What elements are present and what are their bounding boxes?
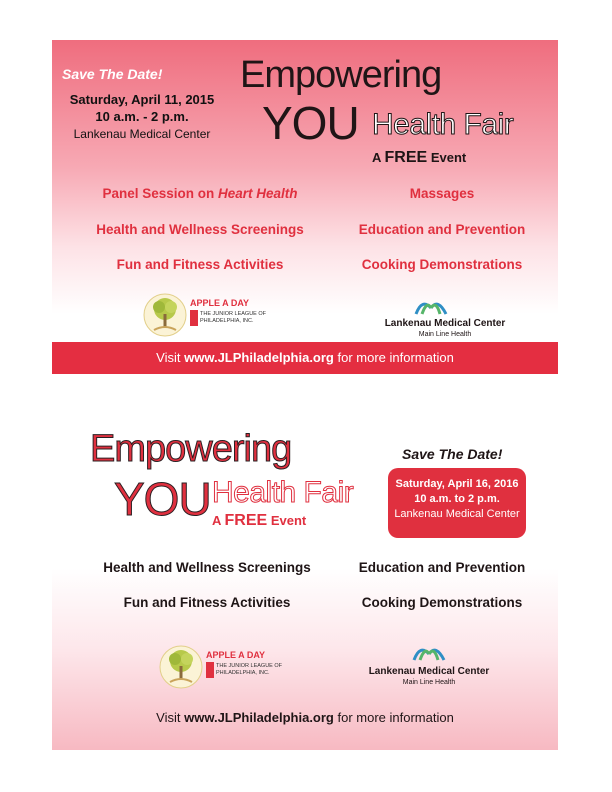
apple-a-day-text: APPLE A DAY [206,650,266,660]
footer-prefix: Visit [156,710,181,725]
list-item: Cooking Demonstrations [361,595,523,610]
footer-prefix: Visit [156,350,181,365]
list-item: Fun and Fitness Activities [123,595,291,610]
lankenau-name: Lankenau Medical Center [368,666,490,677]
save-the-date: Save The Date! [402,446,503,462]
item-emphasis: Heart Health [218,186,298,201]
footer-bar [52,342,558,374]
apple-a-day-text: APPLE A DAY [190,298,250,308]
footer-text [52,350,558,365]
junior-league-icon [206,662,214,678]
free-event [372,149,466,167]
save-the-date: Save The Date! [62,66,163,82]
lankenau-wave-icon [414,294,448,316]
footer-suffix: for more information [337,350,454,365]
junior-league-icon [190,310,198,326]
title-health-fair: Health Fair [212,476,354,509]
tree-icon [158,644,204,690]
title-you: YOU [262,97,359,149]
junior-league-line2: PHILADELPHIA, INC. [200,318,254,324]
title-empowering: Empowering [240,54,442,96]
list-item: Fun and Fitness Activities [116,257,284,272]
free-suffix: Event [270,513,307,528]
list-item: Education and Prevention [358,222,526,237]
title-you: YOU [114,473,211,525]
apple-a-day-logo [158,644,283,690]
junior-league-line2: PHILADELPHIA, INC. [216,670,270,676]
list-item [70,186,330,201]
junior-league-line1: THE JUNIOR LEAGUE OF [200,311,267,317]
list-item: Education and Prevention [358,560,526,575]
lankenau-wave-icon [412,640,446,662]
list-item: Massages [409,186,475,201]
lankenau-logo [354,640,504,686]
list-item: Cooking Demonstrations [361,257,523,272]
main-line-health: Main Line Health [402,679,456,686]
title-empowering: Empowering [90,428,292,470]
footer-text [52,710,558,725]
free-prefix: A [372,150,381,165]
date-badge [388,468,526,538]
event-time: 10 a.m. - 2 p.m. [95,109,189,124]
free-prefix: A [212,513,221,528]
event-time: 10 a.m. to 2 p.m. [414,493,500,505]
event-location: Lankenau Medical Center [394,508,520,520]
event-location: Lankenau Medical Center [73,127,211,141]
event-date: Saturday, April 11, 2015 [69,92,215,107]
junior-league-line1: THE JUNIOR LEAGUE OF [216,663,283,669]
free-word: FREE [224,512,268,529]
free-suffix: Event [430,150,467,165]
lankenau-logo [370,294,520,340]
event-date: Saturday, April 16, 2016 [395,478,519,490]
apple-a-day-logo [142,292,267,338]
title-health-fair: Health Fair [372,108,514,141]
footer-suffix: for more information [337,710,454,725]
flyer-2016 [52,420,558,750]
tree-icon [142,292,188,338]
main-line-health: Main Line Health [418,331,472,338]
free-event [212,512,306,530]
free-word: FREE [384,149,428,166]
list-item: Health and Wellness Screenings [96,222,304,237]
lankenau-name: Lankenau Medical Center [384,318,506,329]
item-text: Panel Session on [102,186,215,201]
flyer-2015 [52,40,558,374]
list-item: Health and Wellness Screenings [103,560,311,575]
footer-url[interactable]: www.JLPhiladelphia.org [184,710,334,725]
footer-url[interactable]: www.JLPhiladelphia.org [184,350,334,365]
